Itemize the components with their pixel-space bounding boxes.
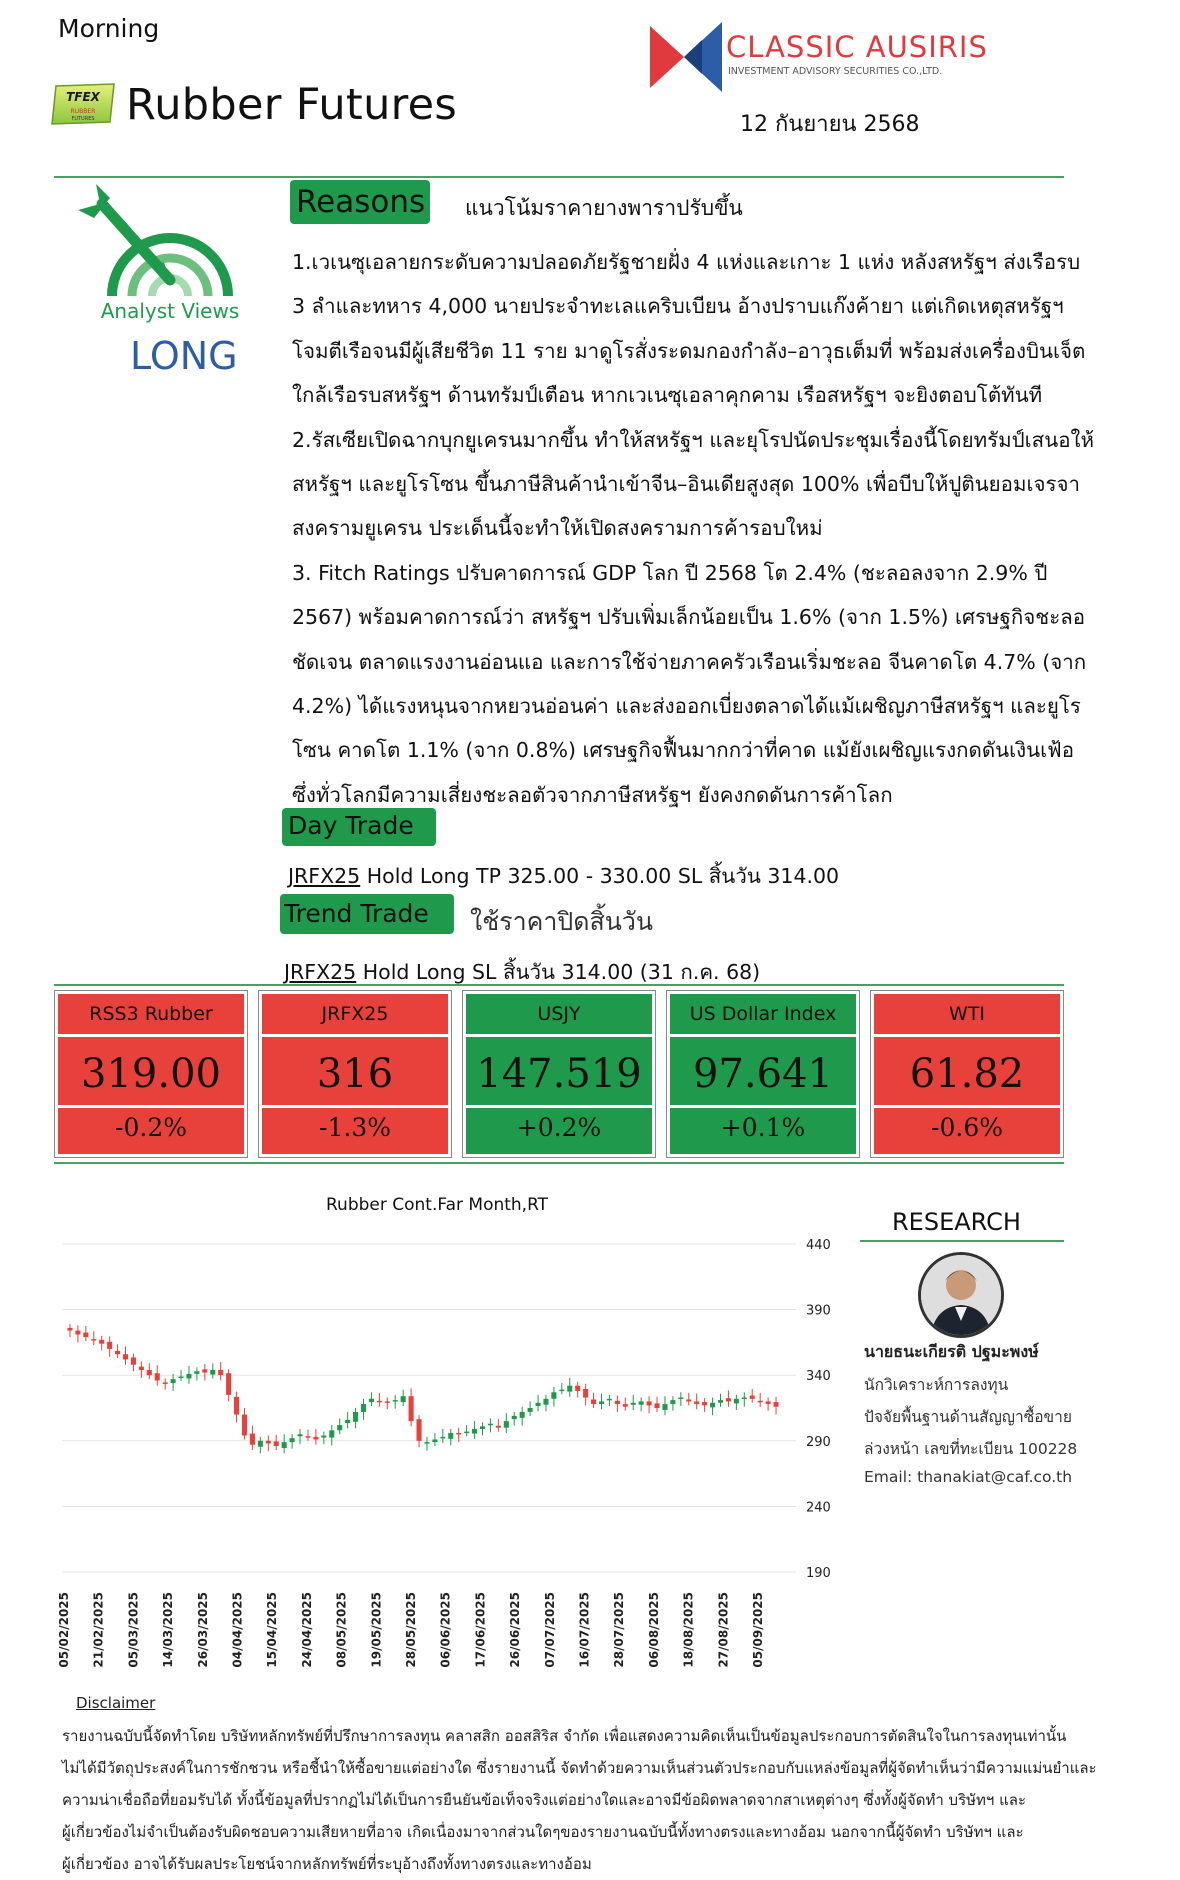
candle-body xyxy=(464,1432,469,1434)
brand-subtitle: INVESTMENT ADVISORY SECURITIES CO.,LTD. xyxy=(728,66,943,77)
analyst-license-line: ปัจจัยพื้นฐานด้านสัญญาซื้อขาย xyxy=(864,1408,1072,1426)
header-divider xyxy=(54,176,1064,178)
trend-trade-tag: Trend Trade xyxy=(280,894,454,934)
x-tick-label: 05/03/2025 xyxy=(126,1592,141,1668)
candle-body xyxy=(758,1401,763,1403)
candle-body xyxy=(67,1328,72,1331)
candle-body xyxy=(583,1389,588,1398)
quote-change: -0.6% xyxy=(874,1108,1060,1154)
x-tick-label: 21/02/2025 xyxy=(91,1592,106,1668)
candle-body xyxy=(472,1429,477,1434)
quote-price: 61.82 xyxy=(874,1034,1060,1108)
candle-body xyxy=(575,1386,580,1391)
disclaimer-line: รายงานฉบับนี้จัดทำโดย บริษัทหลักทรัพย์ที่ปรึกษาการลงทุน คลาสสิก ออสสิริส จำกัด เพื่อแสดงความคิดเห็นเป็นข้อมูลประกอบการตัดสินใจในการลงทุนเท่านั้น xyxy=(62,1727,1067,1745)
day-trade-recommendation xyxy=(288,860,839,893)
quotes-top-divider xyxy=(54,984,1064,986)
session-label: Morning xyxy=(58,14,160,43)
candle-body xyxy=(321,1436,326,1438)
x-tick-label: 18/08/2025 xyxy=(681,1592,696,1668)
candle-body xyxy=(91,1339,96,1341)
candle-body xyxy=(242,1415,247,1436)
reason-line: ซึ่งทั่วโลกมีความเสี่ยงชะลอตัวจากภาษีสหรัฐฯ ยังคงกดดันการค้าโลก xyxy=(292,782,893,807)
candle-body xyxy=(647,1401,652,1405)
candle-body xyxy=(750,1396,755,1399)
quote-card-jrfx25 xyxy=(258,990,452,1158)
candle-body xyxy=(448,1433,453,1439)
candle-body xyxy=(139,1367,144,1370)
quote-price: 147.519 xyxy=(466,1034,652,1108)
candle-body xyxy=(726,1398,731,1401)
candle-body xyxy=(258,1441,263,1447)
candle-body xyxy=(662,1404,667,1410)
quote-change: +0.2% xyxy=(466,1108,652,1154)
analyst-name: นายธนะเกียรติ ปฐมะพงษ์ xyxy=(864,1342,1039,1361)
candle-body xyxy=(290,1438,295,1442)
reason-line: 4.2%) ได้แรงหนุนจากหยวนอ่อนค่า และส่งออกเบี่ยงตลาดได้แม้เผชิญภาษีสหรัฐฯ และยูโร xyxy=(292,694,1081,719)
candle-body xyxy=(194,1371,199,1374)
candle-body xyxy=(305,1436,310,1438)
candle-body xyxy=(456,1433,461,1435)
analyst-view-position: LONG xyxy=(130,334,238,378)
analyst-avatar xyxy=(918,1252,1004,1338)
candle-body xyxy=(147,1370,152,1375)
y-tick-label: 190 xyxy=(806,1566,831,1581)
rubber-price-chart xyxy=(54,1220,854,1700)
research-heading: RESEARCH xyxy=(892,1208,1021,1236)
x-tick-label: 24/04/2025 xyxy=(299,1592,314,1668)
candle-body xyxy=(654,1403,659,1408)
day-trade-text: Hold Long TP 325.00 - 330.00 SL สิ้นวัน 314.00 xyxy=(360,864,840,888)
svg-text:RUBBER: RUBBER xyxy=(70,108,96,115)
reason-line: โจมตีเรือจนมีผู้เสียชีวิต 11 ราย มาดูโรสั่งระดมกองกำลัง–อาวุธเต็มที่ พร้อมส่งเครื่องบินเจ็ต xyxy=(292,338,1086,363)
analyst-email: Email: thanakiat@caf.co.th xyxy=(864,1468,1073,1486)
reason-line: ใกล้เรือรบสหรัฐฯ ด้านทรัมป์เตือน หากเวเนซุเอลาคุกคาม เรือสหรัฐฯ จะยิงตอบโต้ทันที xyxy=(292,383,1043,408)
reasons-body xyxy=(292,240,1140,817)
disclaimer-line: ผู้เกี่ยวข้อง อาจได้รับผลประโยชน์จากหลักทรัพย์ที่ระบุอ้างถึงทั้งทางตรงและทางอ้อม xyxy=(62,1855,592,1873)
candle-body xyxy=(202,1369,207,1372)
x-tick-label: 14/03/2025 xyxy=(161,1592,176,1668)
svg-text:TFEX: TFEX xyxy=(66,90,100,104)
candle-body xyxy=(385,1401,390,1403)
y-tick-label: 240 xyxy=(806,1500,831,1516)
candle-body xyxy=(282,1442,287,1448)
candle-body xyxy=(567,1386,572,1392)
research-divider xyxy=(860,1240,1064,1242)
disclaimer-line: ความน่าเชื่อถือที่ยอมรับได้ ทั้งนี้ข้อมูลที่ปรากฏไม่ได้เป็นการยืนยันข้อเท็จจริงแต่อย่างใดและอาจมีข้อผิดพลาดจากสาเหตุต่างๆ ซึ่งทั้งผู้จัดทำ บริษัทฯ และ xyxy=(62,1791,1027,1809)
x-tick-label: 28/05/2025 xyxy=(404,1592,418,1668)
reasons-tag: Reasons xyxy=(290,180,430,224)
reason-line: โซน คาดโต 1.1% (จาก 0.8%) เศรษฐกิจฟื้นมากกว่าที่คาด แม้ยังเผชิญแรงกดดันเงินเฟ้อ xyxy=(292,738,1075,763)
quote-name: USJY xyxy=(466,994,652,1034)
quote-price: 316 xyxy=(262,1034,448,1108)
candle-body xyxy=(440,1437,445,1439)
quote-card-dollar-index xyxy=(666,990,860,1158)
y-tick-label: 440 xyxy=(806,1238,831,1253)
analyst-views-target-icon xyxy=(74,184,264,324)
x-tick-label: 26/03/2025 xyxy=(195,1592,210,1668)
candle-body xyxy=(155,1373,160,1380)
candle-body xyxy=(766,1401,771,1404)
quote-change: -1.3% xyxy=(262,1108,448,1154)
tfex-rubber-logo xyxy=(50,82,118,126)
x-tick-label: 19/05/2025 xyxy=(369,1592,384,1668)
candle-body xyxy=(559,1390,564,1392)
x-tick-label: 05/09/2025 xyxy=(751,1592,765,1668)
trend-trade-note: ใช้ราคาปิดสิ้นวัน xyxy=(470,907,653,936)
reason-line: 3. Fitch Ratings ปรับคาดการณ์ GDP โลก ปี 2568 โต 2.4% (ชะลอลงจาก 2.9% ปี xyxy=(292,560,1048,585)
classic-ausiris-logo-icon xyxy=(650,22,722,92)
svg-text:FUTURES: FUTURES xyxy=(71,116,95,122)
x-tick-label: 26/06/2025 xyxy=(508,1592,523,1668)
reason-line: สหรัฐฯ และยูโรโซน ขึ้นภาษีสินค้านำเข้าจีน–อินเดียสูงสุด 100% เพื่อบีบให้ปูตินยอมเจรจา xyxy=(292,472,1081,497)
candle-body xyxy=(488,1424,493,1426)
candle-body xyxy=(123,1354,128,1359)
candle-body xyxy=(329,1430,334,1437)
candle-body xyxy=(678,1398,683,1400)
quote-cards xyxy=(54,990,1064,1158)
analyst-license-number: ล่วงหน้า เลขที่ทะเบียน 100228 xyxy=(864,1440,1078,1458)
candle-body xyxy=(639,1401,644,1404)
candle-body xyxy=(369,1399,374,1402)
quote-price: 319.00 xyxy=(58,1034,244,1108)
candle-body xyxy=(694,1401,699,1404)
y-tick-label: 390 xyxy=(806,1303,831,1319)
candle-body xyxy=(607,1399,612,1401)
chart-title: Rubber Cont.Far Month,RT xyxy=(326,1195,549,1215)
candle-body xyxy=(409,1396,414,1421)
disclaimer-line: ผู้เกี่ยวข้องไม่จำเป็นต้องรับผิดชอบความเสียหายที่อาจ เกิดเนื่องมาจากส่วนใดๆของรายงานฉบับนี้ทั้งทางตรงและทางอ้อม นอกจากนี้ผู้จัดทำ บริษัทฯ และ xyxy=(62,1823,1024,1841)
y-tick-label: 340 xyxy=(806,1369,831,1385)
quote-card-rss3 xyxy=(54,990,248,1158)
candle-body xyxy=(171,1379,176,1383)
candle-body xyxy=(591,1399,596,1404)
candle-body xyxy=(623,1404,628,1407)
x-tick-label: 28/07/2025 xyxy=(612,1592,627,1668)
candle-body xyxy=(670,1400,675,1404)
disclaimer-body xyxy=(62,1720,1097,1880)
candle-body xyxy=(599,1401,604,1404)
quote-name: RSS3 Rubber xyxy=(58,994,244,1034)
candle-body xyxy=(75,1331,80,1335)
reason-line: 1.เวเนซุเอลายกระดับความปลอดภัยรัฐชายฝั่ง 4 แห่งและเกาะ 1 แห่ง หลังสหรัฐฯ ส่งเรือรบ xyxy=(292,250,1081,274)
candle-body xyxy=(186,1374,191,1379)
day-trade-tag: Day Trade xyxy=(282,808,436,846)
candle-body xyxy=(480,1426,485,1429)
candle-body xyxy=(686,1399,691,1401)
candle-body xyxy=(337,1425,342,1430)
candle-body xyxy=(424,1442,429,1444)
candle-body xyxy=(345,1420,350,1423)
quote-name: US Dollar Index xyxy=(670,994,856,1034)
reason-line: 3 ลำและทหาร 4,000 นายประจำทะเลแคริบเบียน อ้างปราบแก๊งค้ายา แต่เกิดเหตุสหรัฐฯ xyxy=(292,294,1064,319)
candle-body xyxy=(313,1437,318,1440)
candle-body xyxy=(432,1439,437,1442)
candle-body xyxy=(361,1404,366,1412)
candle-body xyxy=(297,1434,302,1436)
candle-body xyxy=(393,1400,398,1402)
trend-trade-symbol: JRFX25 xyxy=(284,960,357,984)
quote-card-wti xyxy=(870,990,1064,1158)
analyst-title: นักวิเคราะห์การลงทุน xyxy=(864,1376,1009,1394)
disclaimer-title: Disclaimer xyxy=(76,1694,156,1712)
candle-body xyxy=(218,1370,223,1375)
candle-body xyxy=(520,1412,525,1418)
candle-body xyxy=(773,1402,778,1407)
x-tick-label: 16/07/2025 xyxy=(577,1592,592,1668)
quote-change: +0.1% xyxy=(670,1108,856,1154)
candle-body xyxy=(83,1333,88,1338)
candle-body xyxy=(512,1416,517,1419)
person-icon xyxy=(921,1255,1001,1335)
candle-body xyxy=(163,1382,168,1384)
reason-line: สงครามยูเครน ประเด็นนี้จะทำให้เปิดสงครามการค้ารอบใหม่ xyxy=(292,516,823,541)
x-tick-label: 06/06/2025 xyxy=(438,1592,453,1668)
x-tick-label: 06/08/2025 xyxy=(646,1592,661,1668)
candle-body xyxy=(528,1408,533,1412)
candle-body xyxy=(178,1377,183,1379)
trend-trade-text: Hold Long SL สิ้นวัน 314.00 (31 ก.ค. 68) xyxy=(356,960,761,984)
quote-price: 97.641 xyxy=(670,1034,856,1108)
candle-body xyxy=(250,1434,255,1445)
candle-body xyxy=(377,1401,382,1403)
disclaimer-line: ไม่ได้มีวัตถุประสงค์ในการชักชวน หรือชี้นำให้ซื้อขายแต่อย่างใด ซึ่งรายงานนี้ จัดทำด้วยความเห็นส่วนตัวประกอบกับแหล่งข้อมูลที่ผู้จัดทำเห็นว่ามีความแม่นยำและ xyxy=(62,1759,1097,1777)
quotes-bottom-divider xyxy=(54,1162,1064,1164)
x-tick-label: 05/02/2025 xyxy=(57,1592,71,1668)
candle-body xyxy=(631,1403,636,1405)
reason-line: 2.รัสเซียเปิดฉากบุกยูเครนมากขึ้น ทำให้สหรัฐฯ และยุโรปนัดประชุมเรื่องนี้โดยทรัมป์เสนอให้ xyxy=(292,427,1095,452)
quote-name: WTI xyxy=(874,994,1060,1034)
candle-body xyxy=(131,1357,136,1364)
reason-line: ชัดเจน ตลาดแรงงานอ่อนแอ และการใช้จ่ายภาคครัวเรือนเริ่มชะลอ จีนคาดโต 4.7% (จาก xyxy=(292,649,1087,674)
report-date: 12 กันยายน 2568 xyxy=(740,112,920,137)
x-tick-label: 04/04/2025 xyxy=(230,1592,245,1668)
candle-body xyxy=(226,1373,231,1395)
candle-body xyxy=(99,1340,104,1344)
brand-name: CLASSIC AUSIRIS xyxy=(726,30,988,64)
candle-body xyxy=(710,1403,715,1408)
y-tick-label: 290 xyxy=(806,1434,831,1450)
candle-body xyxy=(551,1392,556,1399)
candle-body xyxy=(416,1419,421,1441)
candle-body xyxy=(535,1403,540,1406)
candle-body xyxy=(401,1396,406,1402)
page-title: Rubber Futures xyxy=(126,80,458,130)
candle-body xyxy=(115,1351,120,1354)
reasons-headline: แนวโน้มราคายางพาราปรับขึ้น xyxy=(465,196,743,220)
candle-body xyxy=(702,1402,707,1405)
candle-body xyxy=(353,1412,358,1422)
x-tick-label: 27/08/2025 xyxy=(716,1592,731,1668)
candle-body xyxy=(274,1441,279,1446)
x-tick-label: 08/05/2025 xyxy=(334,1592,349,1668)
candle-body xyxy=(615,1401,620,1404)
quote-change: -0.2% xyxy=(58,1108,244,1154)
candle-body xyxy=(504,1421,509,1428)
candle-body xyxy=(543,1399,548,1405)
candle-body xyxy=(496,1426,501,1428)
candle-body xyxy=(742,1398,747,1400)
candle-body xyxy=(718,1400,723,1403)
analyst-views-label: Analyst Views xyxy=(100,299,240,323)
quote-name: JRFX25 xyxy=(262,994,448,1034)
candle-body xyxy=(734,1399,739,1404)
x-tick-label: 17/06/2025 xyxy=(473,1592,488,1668)
quote-card-usjy xyxy=(462,990,656,1158)
x-tick-label: 07/07/2025 xyxy=(542,1592,557,1668)
candle-body xyxy=(266,1441,271,1444)
day-trade-symbol: JRFX25 xyxy=(288,864,361,888)
reason-line: 2567) พร้อมคาดการณ์ว่า สหรัฐฯ ปรับเพิ่มเล็กน้อยเป็น 1.6% (จาก 1.5%) เศรษฐกิจชะลอ xyxy=(292,605,1086,630)
candle-body xyxy=(234,1397,239,1415)
candle-body xyxy=(210,1370,215,1375)
candle-body xyxy=(107,1342,112,1349)
x-tick-label: 15/04/2025 xyxy=(265,1592,280,1668)
